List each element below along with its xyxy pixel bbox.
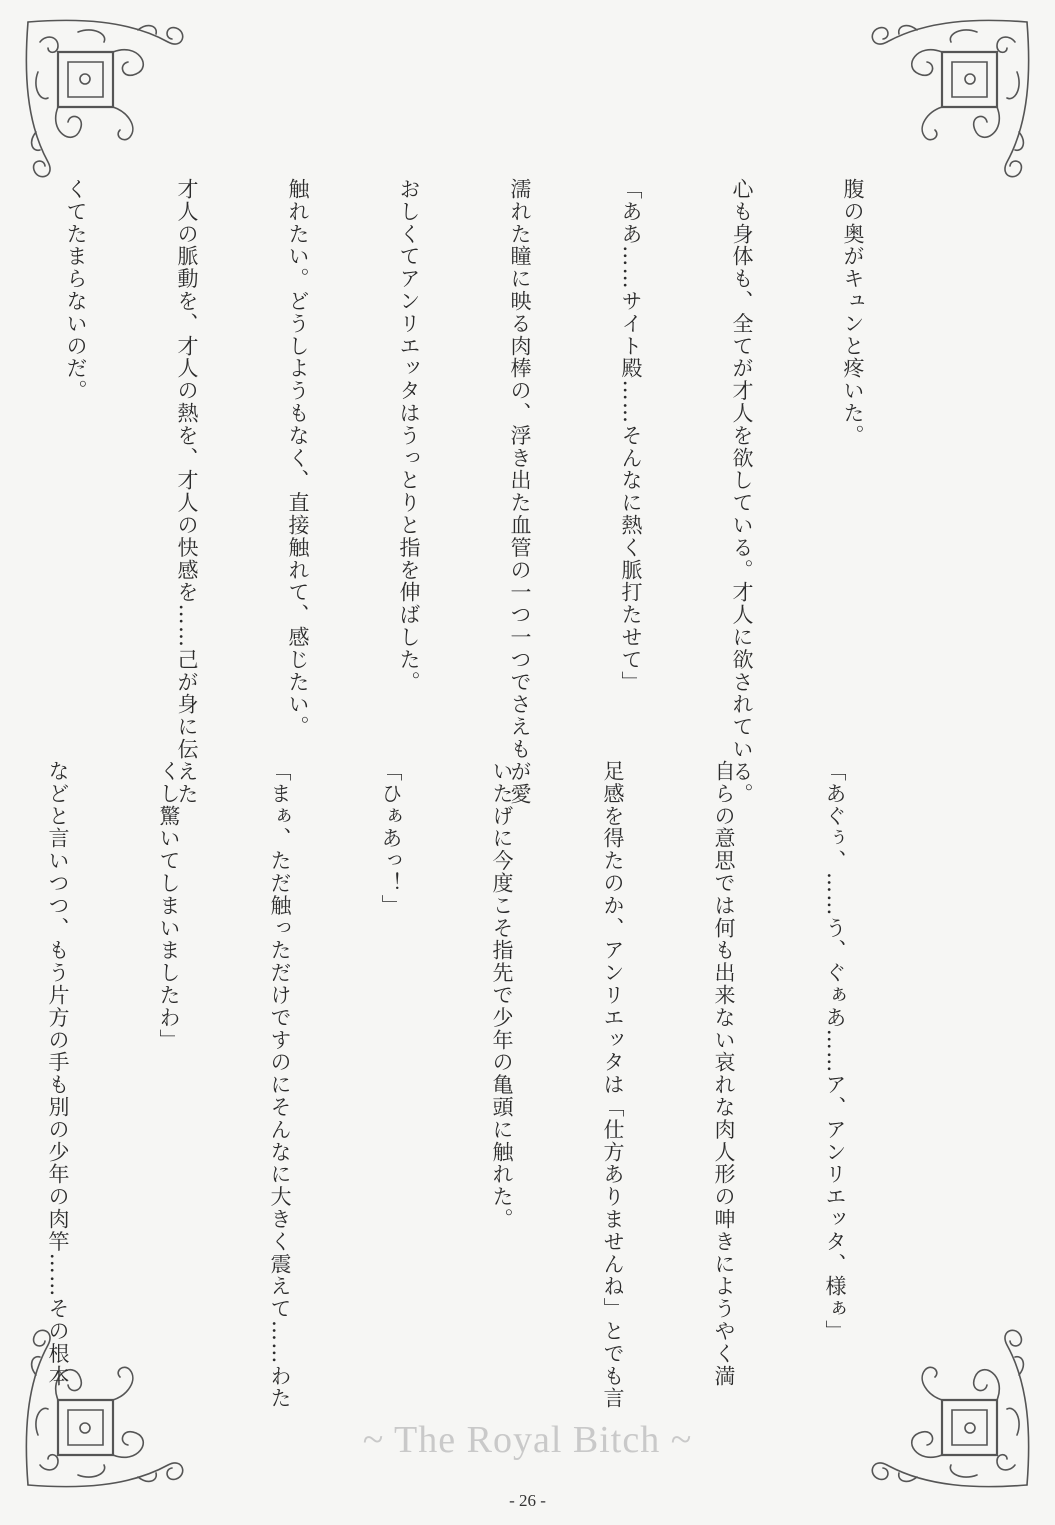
text-line: おしくてアンリエッタはうっとりと指を伸ばした。 (397, 178, 421, 694)
text-line: 濡れた瞳に映る肉棒の、浮き出た血管の一つ一つでさえもが愛 (508, 178, 532, 806)
filigree-corner-icon (18, 12, 198, 192)
page-number: - 26 - (509, 1491, 546, 1510)
text-line: 足感を得たのか、アンリエッタは「仕方ありませんね」とでも言 (601, 760, 625, 1410)
lower-text-block (0, 760, 927, 1410)
text-line: くてたまらないのだ。 (64, 178, 88, 402)
footer-title: ~ The Royal Bitch ~ (362, 1419, 693, 1461)
text-line: などと言いつつ、もう片方の手も別の少年の肉竿……その根本 (46, 760, 70, 1388)
text-line: 才人の脈動を、才人の熱を、才人の快感を……己が身に伝えた (175, 178, 199, 806)
text-line: 「ひぁあっ！」 (379, 760, 403, 917)
text-line: 「あぐぅ、……う、ぐぁあ……ア、アンリエッタ、様ぁ」 (823, 760, 847, 1343)
text-line: 心も身体も、全てが才人を欲している。才人に欲されている。 (730, 178, 754, 806)
text-line: 「まぁ、ただ触っただけですのにそんなに大きく震えて……わた (268, 760, 292, 1410)
text-line: 触れたい。どうしようもなく、直接触れて、感じたい。 (286, 178, 310, 738)
text-line: くし驚いてしまいましたわ」 (157, 760, 181, 1052)
filigree-corner-icon (857, 12, 1037, 192)
text-line: 「ああ……サイト殿……そんなに熱く脈打たせて」 (619, 178, 643, 694)
text-line: いたげに今度こそ指先で少年の亀頭に触れた。 (490, 760, 514, 1231)
upper-text-block (0, 178, 945, 806)
text-line: 腹の奥がキュンと疼いた。 (841, 178, 865, 447)
text-line: 自らの意思では何も出来ない哀れな肉人形の呻きにようやく満 (712, 760, 736, 1388)
